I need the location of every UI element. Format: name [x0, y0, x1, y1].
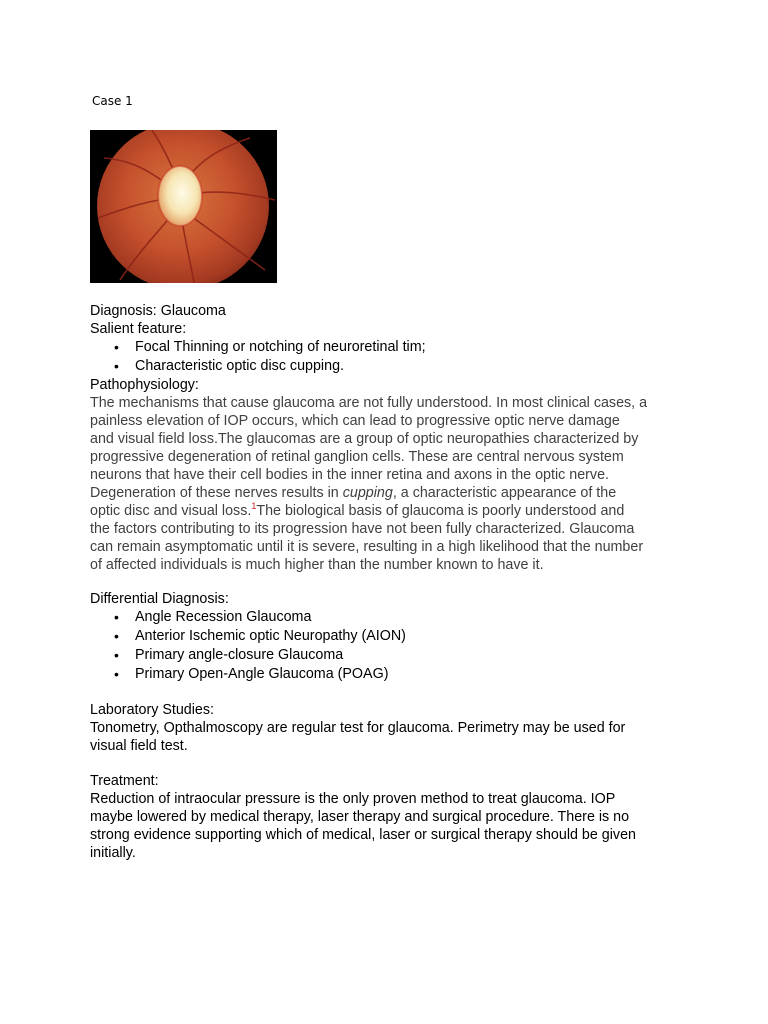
salient-heading: Salient feature:	[90, 321, 187, 337]
treatment-heading: Treatment:	[90, 773, 159, 789]
lab-section	[90, 701, 625, 755]
list-item: • Focal Thinning or notching of neuroretinal tim;	[90, 338, 647, 357]
patho-heading: Pathophysiology:	[90, 377, 199, 393]
differential-section	[90, 590, 406, 684]
lab-line: visual field test.	[90, 738, 188, 754]
diagnosis-section	[90, 302, 647, 574]
treatment-line: maybe lowered by medical therapy, laser therapy and surgical procedure. There is no	[90, 809, 630, 825]
patho-line: neurons that have their cell bodies in the inner retina and axons in the optic nerve.	[90, 467, 609, 483]
treatment-line: strong evidence supporting which of medical, laser or surgical therapy should be given	[90, 827, 636, 843]
patho-line	[90, 502, 647, 520]
treatment-section	[90, 772, 636, 862]
patho-line: progressive degeneration of retinal ganglion cells. These are central nervous system	[90, 449, 624, 465]
treatment-line: Reduction of intraocular pressure is the only proven method to treat glaucoma. IOP	[90, 791, 616, 807]
treatment-line: initially.	[90, 845, 136, 861]
list-item: • Anterior Ischemic optic Neuropathy (AION)	[90, 627, 406, 646]
patho-line: The mechanisms that cause glaucoma are not fully understood. In most clinical cases, a	[90, 395, 648, 411]
list-item: • Angle Recession Glaucoma	[90, 608, 406, 627]
fundus-photo	[90, 130, 277, 283]
patho-emphasis: cupping	[342, 485, 393, 501]
patho-text: optic disc and visual loss.	[90, 503, 252, 519]
differential-list	[90, 608, 406, 684]
patho-paragraph	[90, 394, 647, 574]
footnote-ref[interactable]: 1	[251, 501, 257, 512]
patho-line: the factors contributing to its progression have not been fully characterized. Glaucoma	[90, 521, 635, 537]
optic-disc-image	[90, 130, 277, 283]
patho-text: , a characteristic appearance of the	[392, 485, 617, 501]
patho-line: can remain asymptomatic until it is severe, resulting in a high likelihood that the number	[90, 539, 644, 555]
patho-line: and visual field loss.The glaucomas are a group of optic neuropathies characterized by	[90, 431, 639, 447]
list-item: • Characteristic optic disc cupping.	[90, 357, 647, 376]
list-item: • Primary angle-closure Glaucoma	[90, 646, 406, 665]
case-title: Case 1	[92, 94, 133, 108]
patho-line: of affected individuals is much higher than the number known to have it.	[90, 557, 544, 573]
lab-heading: Laboratory Studies:	[90, 702, 214, 718]
patho-line	[90, 484, 647, 502]
patho-text: The biological basis of glaucoma is poorly understood and	[256, 503, 625, 519]
list-item: • Primary Open-Angle Glaucoma (POAG)	[90, 665, 406, 684]
salient-list	[90, 338, 647, 376]
patho-text: Degeneration of these nerves results in	[90, 485, 343, 501]
lab-line: Tonometry, Opthalmoscopy are regular test for glaucoma. Perimetry may be used for	[90, 720, 626, 736]
differential-heading: Differential Diagnosis:	[90, 591, 229, 607]
patho-line: painless elevation of IOP occurs, which can lead to progressive optic nerve damage	[90, 413, 620, 429]
diagnosis: Diagnosis: Glaucoma	[90, 303, 226, 319]
